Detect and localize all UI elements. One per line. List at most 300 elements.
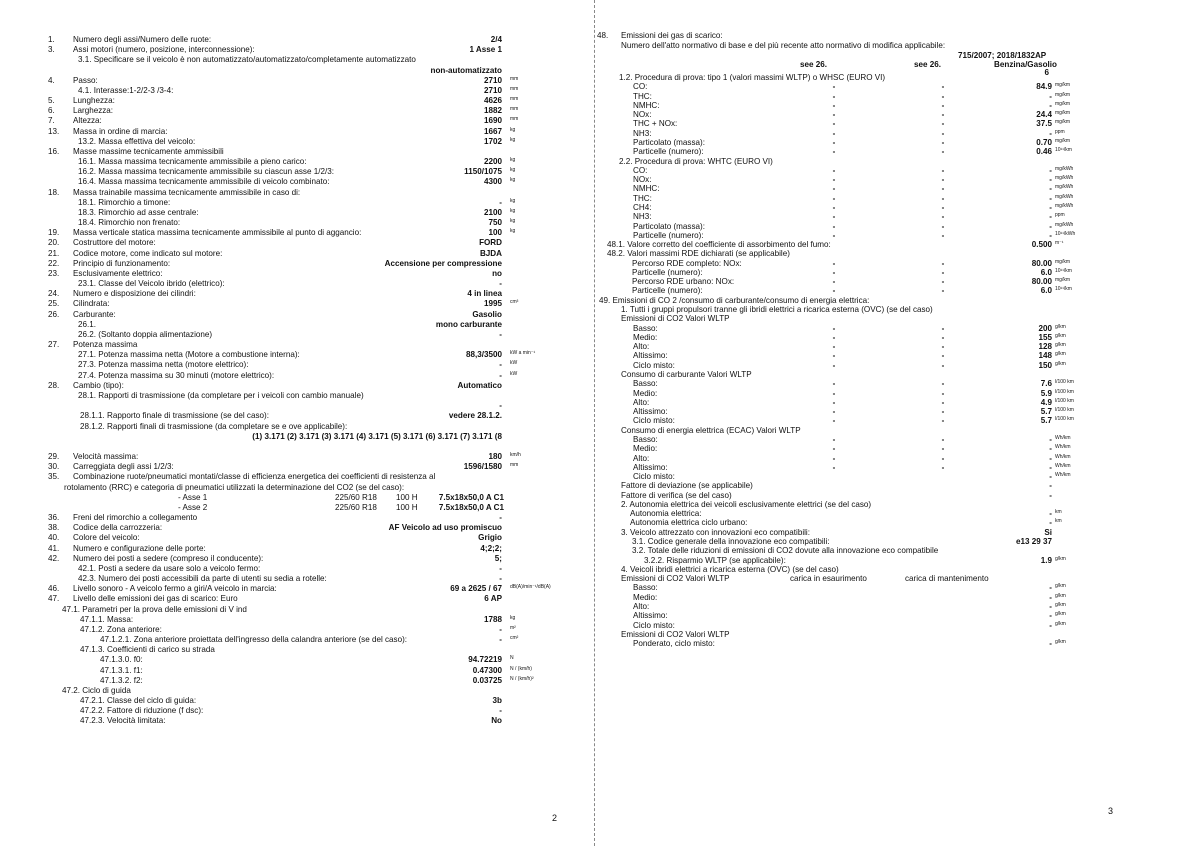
section-number: 48.	[597, 31, 609, 40]
emission-label: Altissimo:	[633, 611, 668, 621]
emission-value: e13 29 37	[1015, 537, 1052, 546]
emission-unit: g/km	[1055, 351, 1066, 358]
value-column-1: -	[832, 286, 836, 296]
emission-value: 200	[1038, 323, 1052, 333]
item-value: Gasolio	[472, 309, 502, 319]
item-value: 2710	[483, 75, 502, 85]
item-number: 35.	[48, 472, 60, 482]
item-value: 2100	[483, 207, 502, 217]
value-column-1: -	[832, 202, 836, 212]
item-number: 16.	[48, 146, 60, 156]
value-column-1: -	[832, 453, 836, 463]
item-label: Codice motore, come indicato sul motore:	[73, 248, 223, 258]
value-column-2: -	[941, 230, 945, 240]
load-index: 100 H	[396, 502, 418, 512]
emission-label: NMHC:	[633, 184, 660, 194]
spec-row	[0, 320, 592, 330]
item-value: -	[499, 197, 502, 207]
item-unit: kg	[510, 614, 516, 621]
emission-unit: g/km	[1055, 602, 1066, 608]
emission-unit: Wh/km	[1055, 472, 1071, 478]
item-value: 180	[488, 452, 502, 461]
item-number: 40.	[48, 533, 60, 543]
value-column-1: -	[832, 407, 836, 417]
value-column-1: -	[832, 221, 836, 231]
value-column-1: -	[832, 388, 836, 398]
item-label: Assi motori (numero, posizione, interconnessione):	[73, 45, 255, 55]
item-unit: kW a min⁻¹	[510, 350, 536, 357]
emission-value: 84.9	[1036, 82, 1052, 92]
spec-row	[0, 584, 592, 594]
emission-label: Alto:	[633, 342, 650, 352]
item-label: 47.1.1. Massa:	[80, 614, 134, 624]
emission-value: -	[1049, 100, 1052, 110]
item-label: rotolamento (RRC) e categoria di pneumatici utilizzati la determinazione del CO2 (se del caso):	[64, 482, 405, 492]
item-value: 2/4	[490, 35, 502, 44]
spec-row	[0, 432, 592, 442]
value-column-2: -	[941, 462, 945, 472]
value-column-1: -	[832, 342, 836, 352]
item-value: 4626	[483, 96, 502, 105]
item-number: 41.	[48, 543, 60, 553]
item-label: Numero dei posti a sedere (compreso il conducente):	[73, 553, 264, 563]
value-column-1: -	[832, 434, 836, 444]
spec-row	[0, 76, 592, 86]
item-value: 7.5x18x50,0 A C1	[438, 502, 504, 512]
value-column-1: -	[832, 128, 836, 138]
emission-value: 6.0	[1040, 267, 1052, 277]
value-column-1: -	[832, 397, 836, 407]
spec-row	[0, 503, 592, 513]
value-column-1: -	[832, 100, 836, 110]
spec-row	[0, 696, 592, 706]
spec-row	[0, 554, 592, 564]
spec-row	[0, 472, 592, 482]
emission-value: -	[1049, 611, 1052, 621]
spec-row	[0, 706, 592, 716]
item-label: Carburante:	[73, 309, 116, 319]
emission-unit: Wh/km	[1055, 462, 1071, 469]
value-column-2: -	[941, 91, 945, 101]
item-number: 29.	[48, 452, 60, 461]
spec-row	[0, 442, 592, 452]
item-unit: kg	[510, 177, 516, 184]
emission-value: 1.9	[1040, 555, 1052, 565]
emission-label: 1.2. Procedura di prova: tipo 1 (valori massimi WLTP) o WHSC (EURO VI)	[619, 73, 886, 82]
value-column-1: -	[832, 258, 836, 268]
item-label: 47.1.3.0. f0:	[100, 655, 143, 665]
emission-unit: mg/kWh	[1055, 193, 1074, 200]
item-label: 26.1.	[78, 319, 97, 329]
value-column-2: -	[941, 212, 945, 222]
emission-unit: g/km	[1055, 323, 1066, 330]
emission-value: -	[1049, 221, 1052, 231]
spec-row	[0, 615, 592, 625]
tyre-size: 225/60 R18	[335, 502, 377, 512]
emission-unit: g/km	[1055, 342, 1066, 349]
value-column-2: -	[941, 360, 945, 370]
item-value: 750	[488, 218, 502, 228]
emission-value: -	[1049, 620, 1052, 630]
item-label: 13.2. Massa effettiva del veicolo:	[78, 136, 196, 146]
emission-value: 155	[1038, 332, 1052, 342]
emission-value: -	[1049, 490, 1052, 500]
value-column-2: -	[941, 379, 945, 389]
value-column-1: -	[832, 277, 836, 287]
emission-value: 0.46	[1036, 147, 1052, 157]
item-unit: N	[510, 655, 514, 662]
item-number: 28.	[48, 380, 60, 390]
spec-row	[0, 45, 592, 55]
spec-row	[0, 391, 592, 401]
emission-unit: l/100 km	[1055, 388, 1074, 395]
emission-label: Fattore di deviazione (se applicabile)	[621, 481, 753, 491]
emission-value: -	[1049, 184, 1052, 194]
emission-label: NH3:	[633, 212, 652, 222]
emission-label: THC:	[633, 91, 652, 101]
value-column-2: -	[941, 119, 945, 129]
item-value: 7.5x18x50,0 A C1	[438, 492, 504, 502]
spec-row	[0, 716, 592, 726]
item-unit: mm	[510, 462, 519, 469]
item-value: 2710	[483, 85, 502, 95]
item-label: 18.4. Rimorchio non frenato:	[78, 218, 181, 228]
value-column-2: -	[941, 342, 945, 352]
value-column-1: -	[832, 360, 836, 370]
item-value: 69 a 2625 / 67	[450, 584, 502, 594]
spec-row	[0, 605, 592, 615]
item-unit: mm	[510, 75, 519, 82]
item-label: 18.1. Rimorchio a timone:	[78, 197, 171, 207]
item-value: -	[499, 706, 502, 716]
item-unit: kW	[510, 370, 518, 377]
emission-unit: 10¹¹/kWh	[1055, 230, 1076, 237]
value-column-2: -	[941, 397, 945, 407]
item-value: -	[499, 513, 502, 522]
emission-unit: Wh/km	[1055, 444, 1071, 451]
emission-value: -	[1049, 193, 1052, 203]
item-unit: mm	[510, 96, 519, 102]
emission-label: Percorso RDE urbano: NOx:	[632, 277, 735, 287]
item-label: Massa verticale statica massima tecnicamente ammissibile al punto di aggancio:	[73, 228, 362, 238]
emission-label: NMHC:	[633, 100, 660, 110]
fuel-column-1: see 26.	[800, 60, 828, 69]
item-number: 5.	[48, 96, 55, 105]
item-value: 1150/1075	[464, 167, 502, 177]
item-label: 28.1. Rapporti di trasmissione (da completare per i veicoli con cambio manuale)	[78, 390, 364, 400]
spec-row	[0, 513, 592, 523]
item-value: -	[499, 329, 502, 339]
value-column-2: -	[941, 82, 945, 92]
emission-label: Particelle (numero):	[633, 147, 704, 157]
emission-value: -	[1049, 175, 1052, 185]
item-value: No	[491, 716, 502, 726]
emission-unit: mg/km	[1055, 258, 1070, 265]
emission-label: Particelle (numero):	[632, 267, 703, 277]
item-unit: m²	[510, 624, 516, 631]
spec-row	[0, 350, 592, 360]
item-unit: kg	[510, 167, 516, 174]
item-value: BJDA	[479, 248, 502, 258]
item-label: Combinazione ruote/pneumatici montati/classe di efficienza energetica dei coefficienti di resistenza al	[73, 472, 436, 482]
emission-label: Autonomia elettrica ciclo urbano:	[630, 518, 748, 528]
item-unit: km/h	[510, 452, 521, 458]
item-value: -	[499, 624, 502, 634]
emission-unit: Wh/km	[1055, 453, 1071, 460]
item-value: 100	[488, 228, 502, 238]
value-column-2: -	[941, 202, 945, 212]
spec-row	[0, 137, 592, 147]
emission-unit: g/km	[1055, 592, 1066, 599]
item-label: 47.1.2. Zona anteriore:	[80, 624, 162, 634]
emission-unit: mg/km	[1055, 277, 1070, 284]
spec-row	[0, 635, 592, 645]
spec-row	[0, 279, 592, 289]
item-label: 28.1.2. Rapporti finali di trasmissione (da completare se e ove applicabile):	[80, 421, 348, 431]
spec-row	[0, 127, 592, 137]
spec-row	[0, 147, 592, 157]
emission-value: -	[1049, 462, 1052, 472]
value-column-1: -	[832, 138, 836, 147]
item-unit: mm	[510, 116, 519, 123]
emission-unit: ppm	[1055, 128, 1065, 135]
value-column-2: -	[941, 453, 945, 463]
emission-value: 37.5	[1036, 119, 1052, 129]
value-column-2: -	[941, 258, 945, 268]
emission-unit: g/km	[1055, 332, 1066, 339]
spec-row	[0, 96, 592, 106]
emission-label: 3.2. Totale delle riduzioni di emissioni di CO2 dovute alla innovazione eco compatibile	[632, 546, 939, 556]
emission-value: -	[1049, 165, 1052, 175]
emission-value: 0.500	[1031, 240, 1052, 249]
emission-unit: 10¹¹/km	[1055, 267, 1072, 274]
item-label: Costruttore del motore:	[73, 238, 156, 248]
emission-label: Autonomia elettrica:	[630, 509, 702, 519]
item-value: 1690	[483, 116, 502, 126]
emission-unit: g/km	[1055, 360, 1066, 367]
item-label: 28.1.1. Rapporto finale di trasmissione (se del caso):	[80, 411, 269, 421]
item-label: Freni del rimorchio a collegamento	[73, 513, 198, 522]
item-label: Carreggiata degli assi 1/2/3:	[73, 462, 174, 472]
value-column-2: -	[941, 175, 945, 185]
item-value: vedere 28.1.2.	[448, 411, 502, 421]
emission-label: Medio:	[633, 444, 658, 454]
spec-row	[0, 249, 592, 259]
emission-unit: l/100 km	[1055, 397, 1074, 404]
emission-value: 5.7	[1040, 416, 1052, 426]
euro-level: 6	[1044, 68, 1049, 77]
emission-value: -	[1049, 592, 1052, 602]
emission-label: Altissimo:	[633, 351, 668, 361]
item-value: -	[499, 563, 502, 573]
spec-row	[0, 493, 592, 503]
spec-row	[0, 625, 592, 635]
emission-value: 7.6	[1040, 379, 1052, 389]
spec-row	[0, 655, 592, 665]
emission-label: Emissioni di CO2 Valori WLTP	[621, 574, 730, 584]
item-label: 27.3. Potenza massima netta (motore elettrico):	[78, 360, 249, 370]
value-column-1: -	[832, 91, 836, 101]
item-label: Altezza:	[73, 116, 102, 126]
emission-label: THC + NOx:	[633, 119, 678, 129]
emission-label: NOx:	[633, 175, 652, 185]
emission-unit: Wh/km	[1055, 434, 1071, 441]
item-label: Lunghezza:	[73, 96, 115, 105]
item-value: 0.47300	[472, 665, 502, 675]
emission-unit: m⁻¹	[1055, 240, 1064, 246]
spec-row	[0, 55, 592, 65]
spec-row	[0, 228, 592, 238]
item-value: 4300	[483, 177, 502, 187]
item-value: 88,3/3500	[465, 350, 502, 360]
emission-value: -	[1049, 128, 1052, 138]
emission-unit: mg/kWh	[1055, 165, 1074, 172]
spec-row	[0, 177, 592, 187]
emission-label: Basso:	[633, 323, 658, 333]
value-column-1: -	[832, 416, 836, 426]
emission-unit: mg/km	[1055, 100, 1070, 107]
item-label: Numero degli assi/Numero delle ruote:	[73, 35, 212, 44]
item-label: 16.4. Massa massima tecnicamente ammissibile di veicolo combinato:	[78, 177, 330, 187]
page-divider	[594, 0, 595, 846]
item-label: Esclusivamente elettrico:	[73, 268, 163, 278]
emission-unit: 10¹¹/km	[1055, 286, 1072, 293]
item-unit: cm³	[510, 299, 519, 306]
item-unit: N / (km/h)	[510, 665, 532, 672]
emission-label: 2.2. Procedura di prova: WHTC (EURO VI)	[619, 156, 773, 166]
emission-value: -	[1049, 481, 1052, 491]
emission-value: -	[1049, 453, 1052, 463]
item-label: 47.1. Parametri per la prova delle emissioni di V ind	[62, 604, 247, 614]
item-value: -	[499, 360, 502, 370]
value-column-2: -	[941, 434, 945, 444]
emission-unit: g/km	[1055, 555, 1066, 562]
emission-unit: mg/km	[1055, 91, 1070, 98]
emission-label: Particelle (numero):	[632, 286, 703, 296]
item-label: 47.2. Ciclo di guida	[62, 685, 131, 695]
emission-label: Particelle (numero):	[633, 230, 704, 240]
emission-unit: mg/km	[1055, 119, 1070, 126]
emission-value: -	[1049, 444, 1052, 454]
value-column-1: -	[832, 332, 836, 342]
item-number: 25.	[48, 299, 60, 309]
emission-unit: g/km	[1055, 620, 1066, 627]
item-value: -	[499, 370, 502, 380]
spec-row	[0, 198, 592, 208]
item-number: 20.	[48, 238, 60, 248]
emission-label: Fattore di verifica (se del caso)	[621, 490, 732, 500]
item-value: (1) 3.171 (2) 3.171 (3) 3.171 (4) 3.171 (5) 3.171 (6) 3.171 (7) 3.171 (8	[252, 431, 502, 441]
emission-value: -	[1049, 639, 1052, 649]
item-label: Codice della carrozzeria:	[73, 523, 163, 533]
emission-label: Percorso RDE completo: NOx:	[632, 258, 742, 268]
emission-label: 1. Tutti i gruppi propulsori tranne gli ibridi elettrici a ricarica esterna (OVC) (se del caso)	[621, 305, 933, 314]
item-label: Cilindrata:	[73, 299, 110, 309]
spec-row	[0, 533, 592, 543]
emission-value: 80.00	[1031, 258, 1052, 268]
emission-label: Ciclo misto:	[633, 360, 675, 370]
fuel-column-2: see 26.	[914, 60, 942, 69]
item-label: 47.1.3.1. f1:	[100, 665, 143, 675]
emission-unit: mg/km	[1055, 82, 1070, 89]
spec-row	[0, 411, 592, 421]
item-label: Masse massime tecnicamente ammissibili	[73, 146, 224, 156]
spec-row	[0, 35, 592, 45]
value-column-2: -	[941, 147, 945, 157]
spec-row	[0, 289, 592, 299]
spec-row	[0, 106, 592, 116]
item-value: -	[499, 635, 502, 644]
emission-value: 148	[1038, 351, 1052, 361]
value-column-2: -	[941, 193, 945, 203]
item-unit: mm	[510, 85, 519, 92]
item-label: 16.1. Massa massima tecnicamente ammissibile a pieno carico:	[78, 157, 307, 166]
emission-label: 3. Veicolo attrezzato con innovazioni eco compatibili:	[621, 527, 810, 537]
emission-value: 80.00	[1031, 277, 1052, 287]
spec-row	[0, 238, 592, 248]
spec-row	[0, 66, 592, 76]
emission-value: -	[1049, 202, 1052, 212]
item-label: Principio di funzionamento:	[73, 258, 171, 268]
spec-row	[0, 310, 592, 320]
item-value: 1788	[483, 614, 502, 624]
item-value: 6 AP	[484, 594, 502, 604]
item-label: 47.1.2.1. Zona anteriore proiettata dell'ingresso della calandra anteriore (se del caso):	[100, 635, 408, 644]
emission-label: Altissimo:	[633, 462, 668, 472]
item-number: 22.	[48, 258, 60, 268]
value-column-1: -	[832, 444, 836, 454]
item-label: 47.2.1. Classe del ciclo di guida:	[80, 696, 197, 705]
emission-label: Medio:	[633, 592, 658, 602]
value-column-1: -	[832, 379, 836, 389]
item-number: 38.	[48, 523, 60, 533]
spec-row	[0, 116, 592, 126]
item-value: 1596/1580	[463, 462, 502, 472]
emission-label: Alto:	[633, 602, 650, 611]
spec-row	[0, 676, 592, 686]
value-column-2: -	[941, 407, 945, 417]
emission-unit: g/km	[1055, 583, 1066, 590]
item-label: 47.2.3. Velocità limitata:	[80, 716, 166, 726]
item-value: no	[492, 268, 502, 278]
emission-value: -	[1049, 212, 1052, 222]
item-label: Cambio (tipo):	[73, 380, 124, 390]
spec-row	[0, 452, 592, 462]
item-unit: N / (km/h)²	[510, 675, 534, 682]
value-column-2: -	[941, 100, 945, 110]
item-label: 4.1. Interasse:1-2/2-3 /3-4:	[78, 85, 174, 95]
value-column-1: -	[832, 110, 836, 120]
item-number: 46.	[48, 584, 60, 594]
value-column-2: -	[941, 267, 945, 277]
emission-label: Basso:	[633, 583, 658, 593]
emission-value: 6.0	[1040, 286, 1052, 296]
item-number: 1.	[48, 35, 55, 44]
emission-value: -	[1049, 434, 1052, 444]
emission-label: Medio:	[633, 332, 658, 342]
item-label: Colore del veicolo:	[73, 533, 140, 543]
emission-unit: g/km	[1055, 611, 1066, 618]
emission-value: 150	[1038, 360, 1052, 370]
item-label: Velocità massima:	[73, 452, 139, 461]
item-label: 16.2. Massa massima tecnicamente ammissibile su ciascun asse 1/2/3:	[78, 167, 334, 177]
item-value: -	[499, 574, 502, 583]
spec-row	[0, 645, 592, 655]
emission-label: 48.1. Valore corretto del coefficiente di assorbimento del fumo:	[607, 240, 831, 249]
emission-unit: km	[1055, 509, 1062, 516]
item-label: 18.3. Rimorchio ad asse centrale:	[78, 207, 199, 217]
spec-row	[0, 594, 592, 604]
